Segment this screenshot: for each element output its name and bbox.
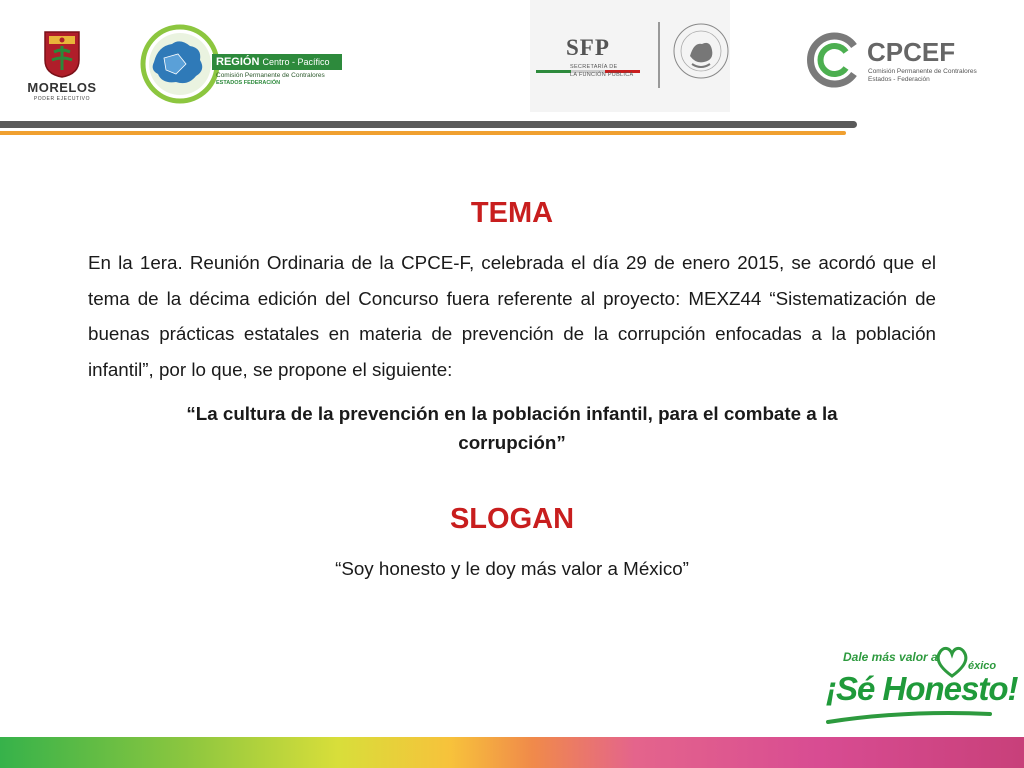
region-title-text: REGIÓN	[216, 56, 260, 68]
footer-gradient-bar	[0, 737, 1024, 768]
cpcef-title: CPCEF	[867, 37, 956, 67]
quote-line-2: corrupción”	[458, 432, 566, 453]
sfp-title: SFP	[566, 35, 610, 60]
cpcef-logo	[806, 32, 862, 88]
quote-line-1: “La cultura de la prevención en la población infantil, para el combate a la	[186, 403, 838, 424]
slogan-heading: SLOGAN	[449, 503, 575, 535]
tema-heading: TEMA	[470, 197, 554, 229]
cpcef-line2: Estados - Federación	[868, 76, 930, 83]
se-honesto-mexico: éxico	[968, 660, 997, 672]
header-divider-dark	[0, 121, 857, 128]
swoosh-icon	[826, 706, 992, 726]
slogan-text: “Soy honesto y le doy más valor a México”	[335, 558, 689, 579]
se-honesto-underline	[826, 706, 992, 726]
region-line2: ESTADOS FEDERACIÓN	[216, 80, 281, 86]
cpcef-ring-icon	[806, 32, 862, 88]
morelos-subtitle: PODER EJECUTIVO	[33, 96, 91, 102]
morelos-shield-icon	[42, 30, 82, 78]
tema-paragraph: En la 1era. Reunión Ordinaria de la CPCE-F, celebrada el día 29 de enero 2015, se acordó que el tema de la décima edición del Concurso fuera referente al proyecto: MEXZ44 “Sistematización de buenas prácticas estatales en materia de prevención de la corrupción enfocadas a la población infantil”, por lo que, se propone el siguiente:	[88, 252, 936, 380]
header-divider-orange	[0, 131, 846, 135]
mexico-seal	[672, 22, 730, 80]
sfp-line2: LA FUNCIÓN PÚBLICA	[570, 72, 634, 78]
sfp-divider	[658, 22, 660, 88]
eagle-seal-icon	[672, 22, 730, 80]
se-honesto-tagline: Dale más valor a	[843, 650, 938, 664]
morelos-logo	[42, 30, 82, 78]
morelos-name: MORELOS	[27, 80, 97, 95]
sfp-line1: SECRETARÍA DE	[570, 64, 618, 70]
region-subtitle: Centro - Pacífico	[262, 57, 330, 67]
region-logo	[140, 24, 220, 104]
cpcef-line1: Comisión Permanente de Contralores	[868, 68, 977, 75]
region-title	[212, 54, 342, 70]
se-honesto-main: ¡Sé Honesto!	[826, 670, 1018, 707]
region-map-icon	[140, 24, 220, 104]
region-line1: Comisión Permanente de Contralores	[216, 72, 325, 79]
